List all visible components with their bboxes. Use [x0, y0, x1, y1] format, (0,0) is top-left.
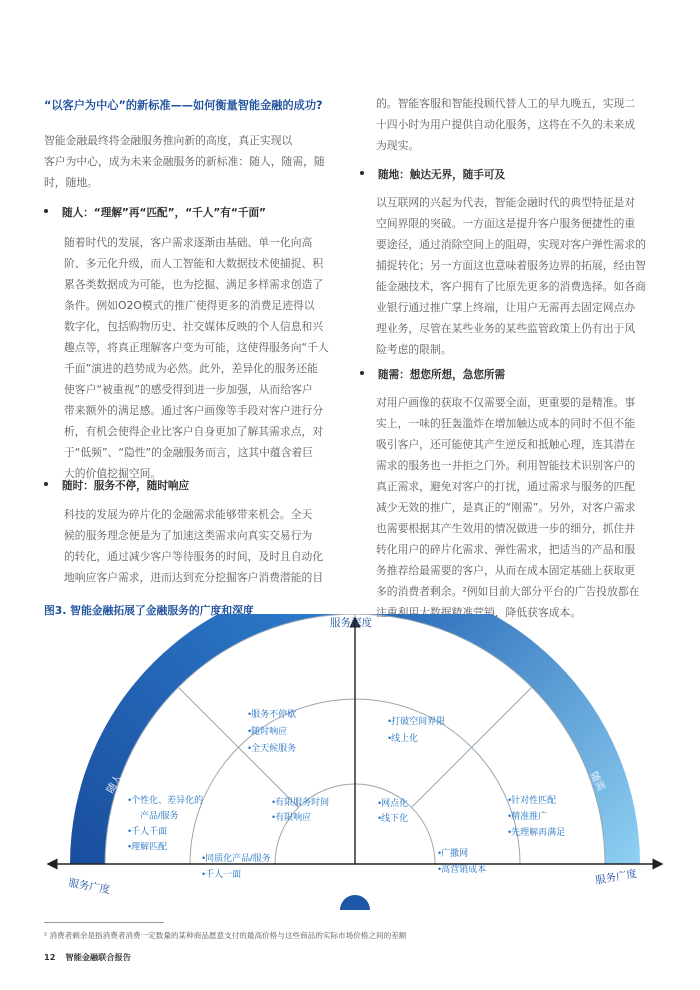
suixu-line: 多的消费者剩余。²例如目前大部分平台的广告投放都在: [376, 585, 640, 598]
bullet-suiren-title: 随人：“理解”再“匹配”，“千人”有“千面”: [44, 205, 266, 220]
suiren-line: 数字化，包括购物历史、社交媒体反映的个人信息和兴: [64, 320, 324, 333]
bullet-dot: [44, 209, 48, 213]
cont-line: 十四小时为用户提供自动化服务，这将在不久的未来成: [376, 118, 636, 131]
suixu-line: 吸引客户，还可能使其产生逆反和抵触心理，连其潜在: [376, 438, 636, 451]
intro-line: 客户为中心，成为未来金融服务的新标准：随人，随需，随: [44, 155, 325, 168]
cell-mid-left-inner: [272, 796, 329, 822]
suiren-line: 累各类数据成为可能，也为挖掘、满足多样需求创造了: [64, 278, 324, 291]
cell-bottom-right: [438, 847, 486, 874]
suidi-line: 以互联网的兴起为代表，智能金融时代的典型特征是对: [376, 196, 636, 209]
cell-text: •千人一面: [202, 869, 242, 879]
suidi-line: 要途径，通过消除空间上的阻碍，实现对客户弹性需求的: [376, 238, 646, 251]
suiren-line: 使客户“被重视”的感受得到进一步加强，从而给客户: [64, 383, 313, 396]
cell-text: •千人千面: [128, 826, 168, 836]
band-label-suishi: 随时: [237, 644, 260, 662]
suishi-line: 地响应客户需求，进而达到充分挖掘客户消费潜能的目: [64, 571, 324, 584]
band-label-suidi: 随地: [440, 644, 464, 662]
axis-breadth-left-label: 服务广度: [67, 877, 111, 897]
suixu-line: 务推荐给最需要的客户，从而在成本固定基础上获取更: [376, 564, 636, 577]
bullet-suishi-title: 随时：服务不停，随时响应: [44, 478, 189, 493]
cell-top-left: [248, 708, 296, 753]
figure-title: 图3. 智能金融拓展了金融服务的广度和深度: [44, 604, 254, 617]
cell-text: •精准推广: [508, 811, 548, 821]
suiren-line: 条件。例如O2O模式的推广使得更多的消费足迹得以: [64, 299, 315, 312]
suiren-line: 析，有机会使得企业比客户自身更加了解其需求点，对: [64, 425, 324, 438]
cell-bottom-left: [202, 852, 271, 879]
cell-text: •线下化: [378, 813, 409, 823]
cell-text: •理解匹配: [128, 841, 168, 852]
suixu-line: 对用户画像的获取不仅需要全面，更重要的是精准。事: [376, 396, 636, 409]
cell-text: •线上化: [388, 733, 419, 743]
suidi-line: 险考虑的限制。: [376, 343, 452, 356]
suixu-line: 注重利用大数据精准营销，降低获客成本。: [376, 606, 582, 619]
page-number: 12: [44, 952, 56, 962]
suixu-line: 减少无效的推广，是真正的“刚需”。另外，对客户需求: [376, 501, 636, 514]
footnote: ² 消费者剩余是指消费者消费一定数量的某种商品愿意支付的最高价格与这些商品的实际市场价格之间的差额: [44, 931, 407, 940]
bullet-suidi-title: 随地：触达无界，随手可及: [360, 167, 505, 182]
cell-text: •网点化: [378, 798, 409, 808]
page-footer: [44, 952, 131, 963]
axis-breadth-right-label: 服务广度: [594, 867, 638, 887]
cell-top-right: [388, 715, 445, 743]
cell-mid-left-outer: [128, 794, 203, 852]
cell-text: •针对性匹配: [508, 795, 557, 805]
section-heading: “以客户为中心”的新标准——如何衡量智能金融的成功?: [44, 99, 323, 112]
cell-text: •服务不停歇: [248, 709, 297, 719]
cell-text: •有限服务时间: [272, 797, 330, 807]
suishi-line: 科技的发展为碎片化的金融需求能够带来机会。全天: [64, 508, 313, 521]
suiren-line: 千面”演进的趋势成为必然。此外，差异化的服务还能: [64, 362, 318, 375]
service-diagram: [30, 614, 670, 914]
cell-text: •先理解再满足: [508, 827, 566, 837]
cell-text: •同质化产品/服务: [202, 853, 271, 863]
cell-mid-right-inner: [378, 797, 408, 823]
band-label-suiren: 随人: [105, 772, 125, 796]
suidi-line: 业银行通过推广掌上终端，让用户无需再去固定网点办: [376, 301, 636, 314]
bullet-suixu-body: [376, 392, 666, 623]
suiren-line: 随着时代的发展，客户需求逐渐由基础、单一化向高: [64, 236, 313, 249]
suixu-line: 也需要根据其产生效用的情况做进一步的细分，抓住并: [376, 522, 636, 535]
suixu-line: 转化用户的碎片化需求、弹性需求，把适当的产品和服: [376, 543, 636, 556]
intro-line: 智能金融最终将金融服务推向新的高度，真正实现以: [44, 134, 293, 147]
suixu-line: 实上，一味的狂轰滥炸在增加触达成本的同时不但不能: [376, 417, 636, 430]
cont-line: 为现实。: [376, 139, 420, 152]
cell-text: •全天候服务: [248, 743, 297, 753]
bullet-suixu-title: 随需：想您所想，急您所需: [360, 367, 505, 382]
bullet-dot: [360, 371, 364, 375]
bullet-suishi-body: [64, 504, 342, 588]
diagram-base-mark: [340, 895, 370, 910]
suiren-line: 于“低频”、“隐性”的金融服务而言，这其中蕴含着巨: [64, 446, 314, 459]
cell-text: 产品/服务: [140, 810, 179, 821]
suiren-line: 带来额外的满足感。通过客户画像等手段对客户进行分: [64, 404, 324, 417]
bullet-suiren-body: [64, 232, 342, 484]
suiren-line: 大的价值挖掘空间。: [64, 467, 162, 480]
report-title: 智能金融联合报告: [65, 952, 131, 962]
bullet-suidi-body: [376, 192, 666, 360]
cell-text: •个性化、差异化的: [128, 795, 204, 805]
suidi-line: 能金融技术，客户拥有了比原先更多的消费选择。如各商: [376, 280, 646, 293]
intro-line: 时，随地。: [44, 176, 98, 189]
cell-mid-right-outer: [508, 794, 565, 837]
suiren-line: 阶、多元化升级，而人工智能和大数据技术使捕捉、积: [64, 257, 324, 270]
suixu-line: 真正需求，避免对客户的打扰，通过需求与服务的匹配: [376, 480, 636, 493]
suidi-line: 理业务，尽管在某些业务的某些监管政策上仍有出于风: [376, 322, 636, 335]
suidi-line: 空间界限的突破。一方面这是提升客户服务便捷性的重: [376, 217, 636, 230]
band-left: [70, 614, 355, 864]
suiren-line: 趣点等，将真正理解客户变为可能，这使得服务向“千人: [64, 341, 329, 354]
cell-text: •高营销成本: [438, 864, 487, 874]
suidi-line: 捕捉转化；另一方面这也意味着服务边界的拓展，经由智: [376, 259, 646, 272]
cell-text: •广撒网: [438, 848, 469, 858]
axis-depth-label: 服务深度: [330, 617, 372, 629]
suixu-line: 需求的服务也一并拒之门外。利用智能技术识别客户的: [376, 459, 636, 472]
continued-paragraph: [376, 93, 666, 156]
intro-paragraph: [44, 130, 344, 193]
bullet-dot: [360, 171, 364, 175]
suishi-line: 候的服务理念便是为了加速这类需求向真实交易行为: [64, 529, 313, 542]
cell-text: •打破空间界限: [388, 716, 446, 726]
cont-line: 的。智能客服和智能投顾代替人工的早九晚五，实现二: [376, 97, 636, 110]
cell-text: •随时响应: [248, 726, 288, 736]
footnote-rule: [44, 922, 164, 923]
bullet-dot: [44, 482, 48, 486]
cell-text: •有限响应: [272, 812, 312, 822]
suishi-line: 的转化，通过减少客户等待服务的时间，及时且自动化: [64, 550, 324, 563]
band-label-suixu: 随需: [587, 770, 607, 794]
